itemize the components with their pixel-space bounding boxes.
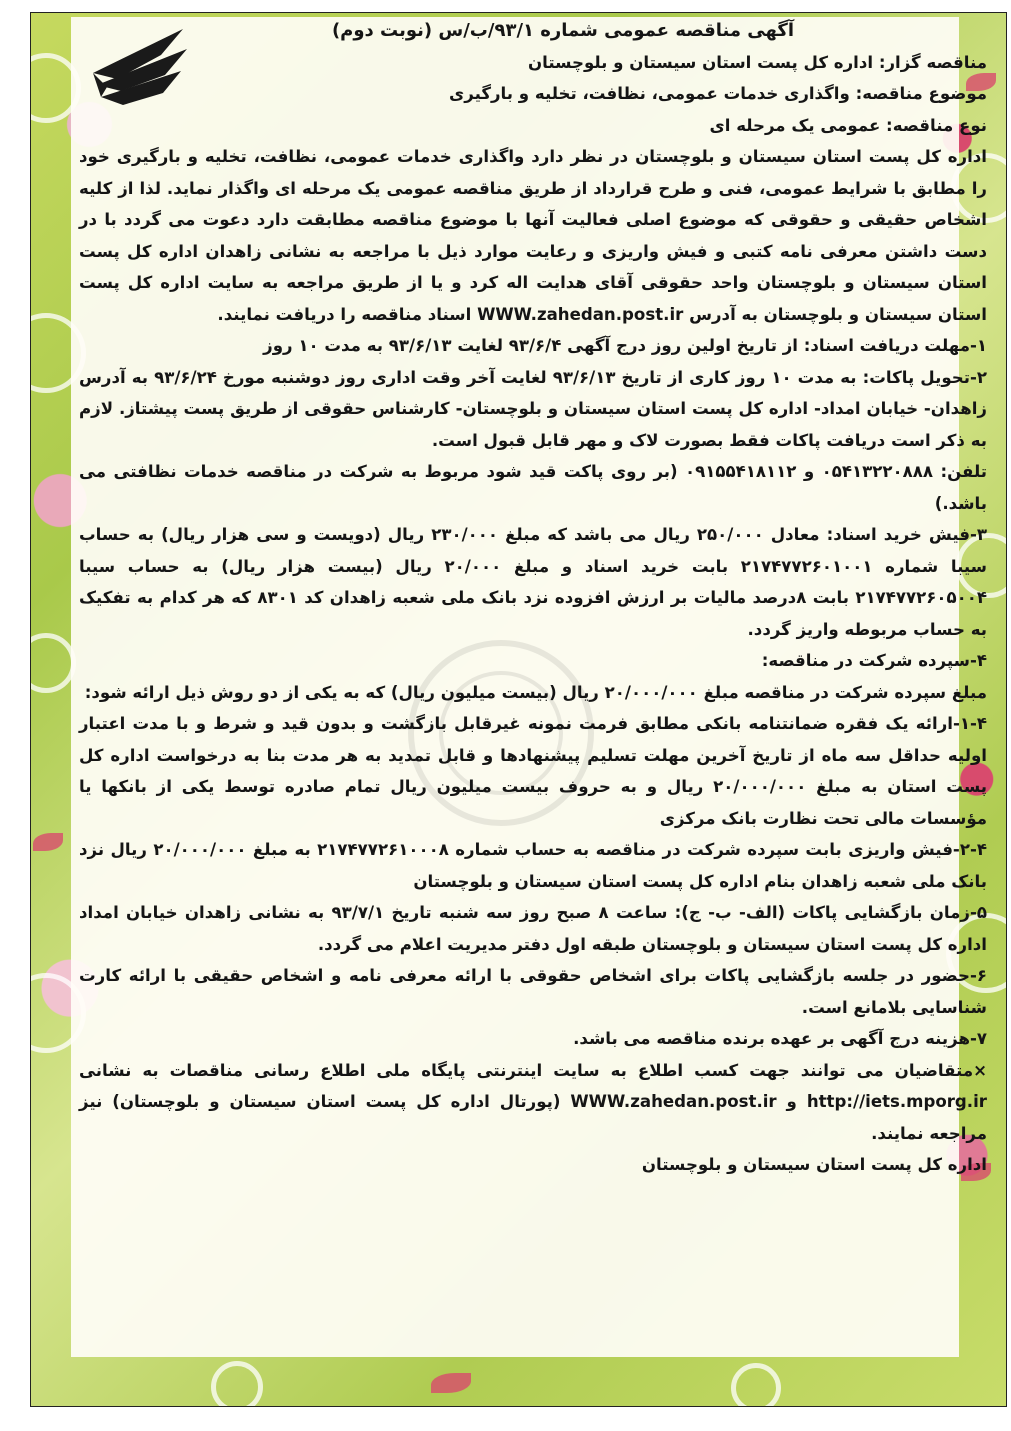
ad-frame	[30, 12, 1007, 1407]
clause-4: ۴-سپرده شرکت در مناقصه:	[761, 651, 987, 670]
clause-5: ۵-زمان بازگشایی پاکات (الف- ب- ج): ساعت ۸ صبح روز سه شنبه تاریخ ۹۳/۷/۱ به نشانی زاهدان خیابان امداد اداره کل پست استان سیستان و بلوچستان طبقه اول دفتر مدیریت اعلام می گردد.	[79, 903, 987, 954]
tender-subject: موضوع مناقصه: واگذاری خدمات عمومی، نظافت، تخلیه و بارگیری	[449, 84, 987, 103]
clause-4-2: ۲-۴-فیش واریزی بابت سپرده شرکت در مناقصه به حساب شماره ۲۱۷۴۷۷۲۶۱۰۰۰۸ به مبلغ ۲۰/۰۰۰/۰۰۰ ریال نزد بانک ملی شعبه زاهدان بنام اداره کل پست استان سیستان و بلوچستان	[79, 840, 987, 891]
clause-4-amount: مبلغ سپرده شرکت در مناقصه مبلغ ۲۰/۰۰۰/۰۰۰ ریال (بیست میلیون ریال) که به یکی از دو روش ذیل ارائه شود:	[84, 682, 987, 702]
decor-leaf	[33, 833, 63, 851]
ad-title: آگهی مناقصه عمومی شماره ۹۳/۱/ب/س (نوبت دوم)	[331, 20, 795, 41]
decor-circle	[30, 633, 76, 693]
intro-paragraph: اداره کل پست استان سیستان و بلوچستان در نظر دارد واگذاری خدمات عمومی، نظافت، تخلیه و بارگیری خود را مطابق با شرایط عمومی، فنی و طرح قرارداد از طریق مناقصه عمومی یک مرحله ای واگذار نماید. لذا از کلیه اشخاص حقیقی و حقوقی که موضوع اصلی فعالیت آنها با موضوع مناقصه مطابقت دارد دعوت می گردد با در دست داشتن معرفی نامه کتبی و فیش واریزی و رعایت موارد ذیل با مراجعه به نشانی زاهدان اداره کل پست استان سیستان و بلوچستان واحد حقوقی آقای هدایت اله کرد و یا از طریق مراجعه به سایت اداره کل پست استان سیستان و بلوچستان به آدرس WWW.zahedan.post.ir اسناد مناقصه را دریافت نمایند.	[79, 147, 987, 324]
tender-organizer: مناقصه گزار: اداره کل پست استان سیستان و بلوچستان	[527, 52, 987, 72]
clause-2: ۲-تحویل پاکات: به مدت ۱۰ روز کاری از تاریخ ۹۳/۶/۱۳ لغایت آخر وقت اداری روز دوشنبه مورخ ۹۳/۶/۲۴ به آدرس زاهدان- خیابان امداد- اداره کل پست استان سیستان و بلوچستان- کارشناس حقوقی از طریق پست پیشتاز. لازم به ذکر است دریافت پاکات فقط بصورت لاک و مهر قابل قبول است.	[79, 367, 987, 450]
decor-leaf	[431, 1373, 471, 1393]
signature: اداره کل پست استان سیستان و بلوچستان	[641, 1155, 987, 1174]
clause-4-1: ۱-۴-ارائه یک فقره ضمانتنامه بانکی مطابق فرمت نمونه غیرقابل بازگشت و بدون قید و شرط و با مدت اعتبار اولیه حداقل سه ماه از تاریخ آخرین مهلت تسلیم پیشنهادها و قابل تمدید به هر مدت بنا به درخواست اداره کل پست استان به مبلغ ۲۰/۰۰۰/۰۰۰ ریال و به حروف بیست میلیون ریال تمام صادره توسط یکی از بانکها یا مؤسسات مالی تحت نظارت بانک مرکزی	[79, 714, 987, 828]
phone-line: تلفن: ۰۵۴۱۳۲۲۰۸۸۸ و ۰۹۱۵۵۴۱۸۱۱۲ (بر روی پاکت قید شود مربوط به شرکت در مناقصه خدمات نظافتی می باشد.)	[79, 462, 987, 513]
ad-content	[79, 15, 987, 1181]
clause-6: ۶-حضور در جلسه بازگشایی پاکات برای اشخاص حقوقی با ارائه معرفی نامه و اشخاص حقیقی با ارائه کارت شناسایی بلامانع است.	[79, 966, 987, 1017]
clause-7: ۷-هزینه درج آگهی بر عهده برنده مناقصه می باشد.	[573, 1029, 987, 1048]
websites-note: ×متقاضیان می توانند جهت کسب اطلاع به سایت اینترنتی پایگاه ملی اطلاع رسانی مناقصات به نشانی http://iets.mporg.ir و WWW.zahedan.post.ir (پورتال اداره کل پست استان سیستان و بلوچستان) نیز مراجعه نمایند.	[79, 1060, 987, 1143]
clause-3: ۳-فیش خرید اسناد: معادل ۲۵۰/۰۰۰ ریال می باشد که مبلغ ۲۳۰/۰۰۰ ریال (دویست و سی هزار ریال) به حساب سیبا شماره ۲۱۷۴۷۷۲۶۰۱۰۰۱ بابت خرید اسناد و مبلغ ۲۰/۰۰۰ ریال (بیست هزار ریال) به حساب سیبا ۲۱۷۴۷۷۲۶۰۵۰۰۴ بابت ۸درصد مالیات بر ارزش افزوده نزد بانک ملی شعبه زاهدان کد ۸۳۰۱ که هر کدام به تفکیک به حساب مربوطه واریز گردد.	[79, 525, 988, 639]
tender-type: نوع مناقصه: عمومی یک مرحله ای	[709, 115, 987, 135]
clause-1: ۱-مهلت دریافت اسناد: از تاریخ اولین روز درج آگهی ۹۳/۶/۴ لغایت ۹۳/۶/۱۳ به مدت ۱۰ روز	[263, 336, 987, 355]
decor-circle	[731, 1363, 781, 1407]
decor-circle	[211, 1361, 263, 1407]
